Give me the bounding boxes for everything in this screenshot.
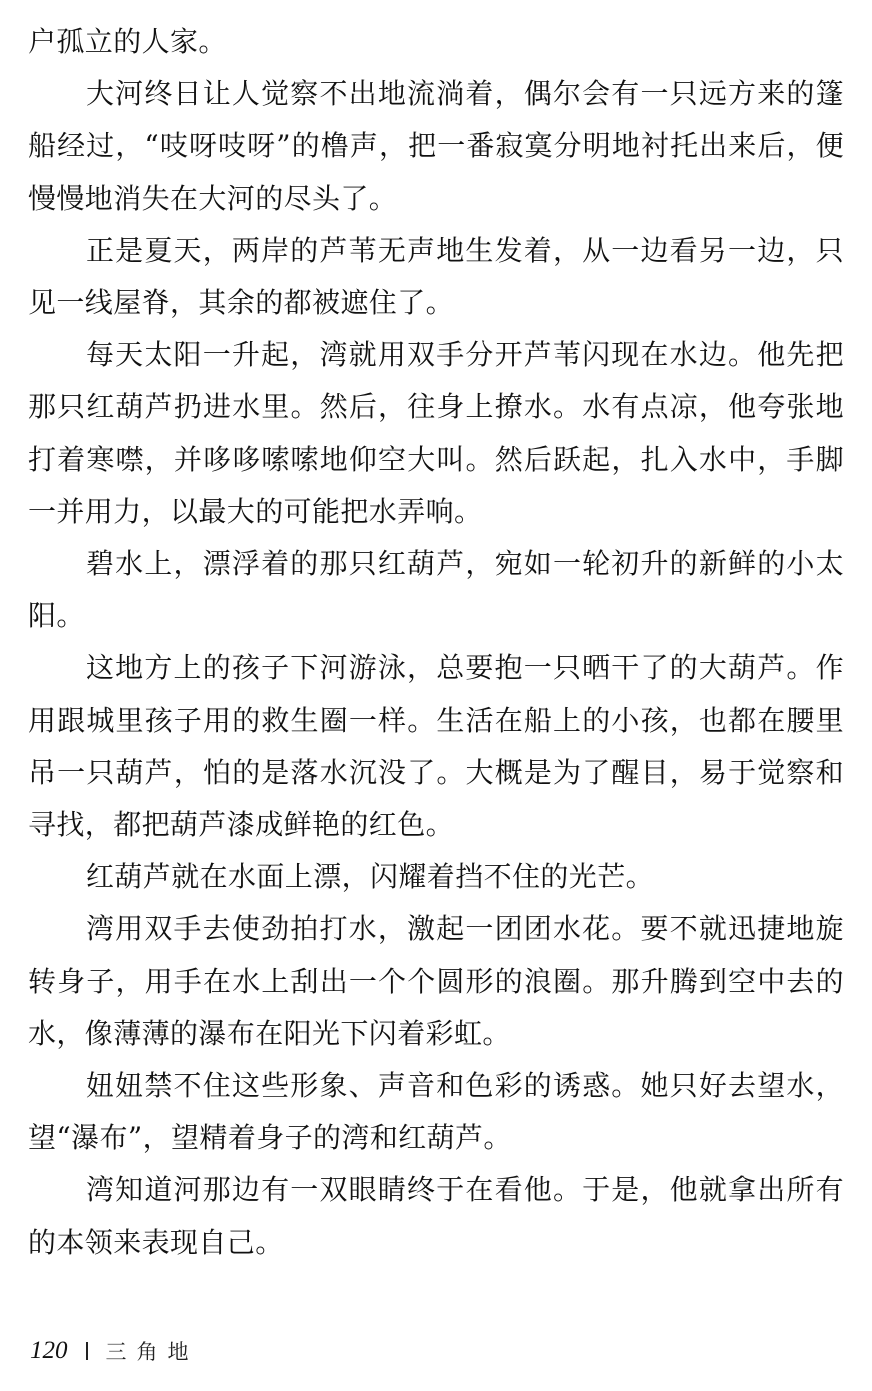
paragraph: 红葫芦就在水面上漂，闪耀着挡不住的光芒。: [86, 860, 655, 894]
paragraph: 这地方上的孩子下河游泳，总要抱一只晒干了的大葫芦。作用跟城里孩子用的救生圈一样。生活在船上的小孩，也都在腰里吊一只葫芦，怕的是落水沉没了。大概是为了醒目，易于觉察和寻找，都把葫芦漆成鲜艳的红色。: [28, 651, 844, 842]
paragraph: 正是夏天，两岸的芦苇无声地生发着，从一边看另一边，只见一线屋脊，其余的都被遮住了。: [28, 233, 844, 320]
paragraph: 湾知道河那边有一双眼睛终于在看他。于是，他就拿出所有的本领来表现自己。: [28, 1173, 844, 1259]
paragraph: 湾用双手去使劲拍打水，激起一团团水花。要不就迅捷地旋转身子，用手在水上刮出一个个圆形的浪圈。那升腾到空中去的水，像薄薄的瀑布在阳光下闪着彩虹。: [28, 912, 844, 1050]
paragraph: 大河终日让人觉察不出地流淌着，偶尔会有一只远方来的篷船经过，“吱呀吱呀”的橹声，把一番寂寞分明地衬托出来后，便慢慢地消失在大河的尽头了。: [28, 77, 844, 215]
page-footer: [30, 1333, 199, 1369]
paragraph: 碧水上，漂浮着的那只红葫芦，宛如一轮初升的新鲜的小太阳。: [28, 547, 844, 633]
paragraph: 妞妞禁不住这些形象、声音和色彩的诱惑。她只好去望水，望“瀑布”，望精着身子的湾和红葫芦。: [28, 1069, 844, 1155]
paragraph: 每天太阳一升起，湾就用双手分开芦苇闪现在水边。他先把那只红葫芦扔进水里。然后，往身上撩水。水有点凉，他夸张地打着寒噤，并哆哆嗦嗦地仰空大叫。然后跃起，扎入水中，手脚一并用力，以最大的可能把水弄响。: [28, 338, 844, 528]
page-number: 120: [30, 1337, 68, 1364]
running-title: 三角地: [105, 1340, 199, 1364]
footer-divider: [86, 1342, 88, 1360]
paragraph: 户孤立的人家。: [28, 25, 227, 58]
page-body: [28, 16, 844, 1269]
